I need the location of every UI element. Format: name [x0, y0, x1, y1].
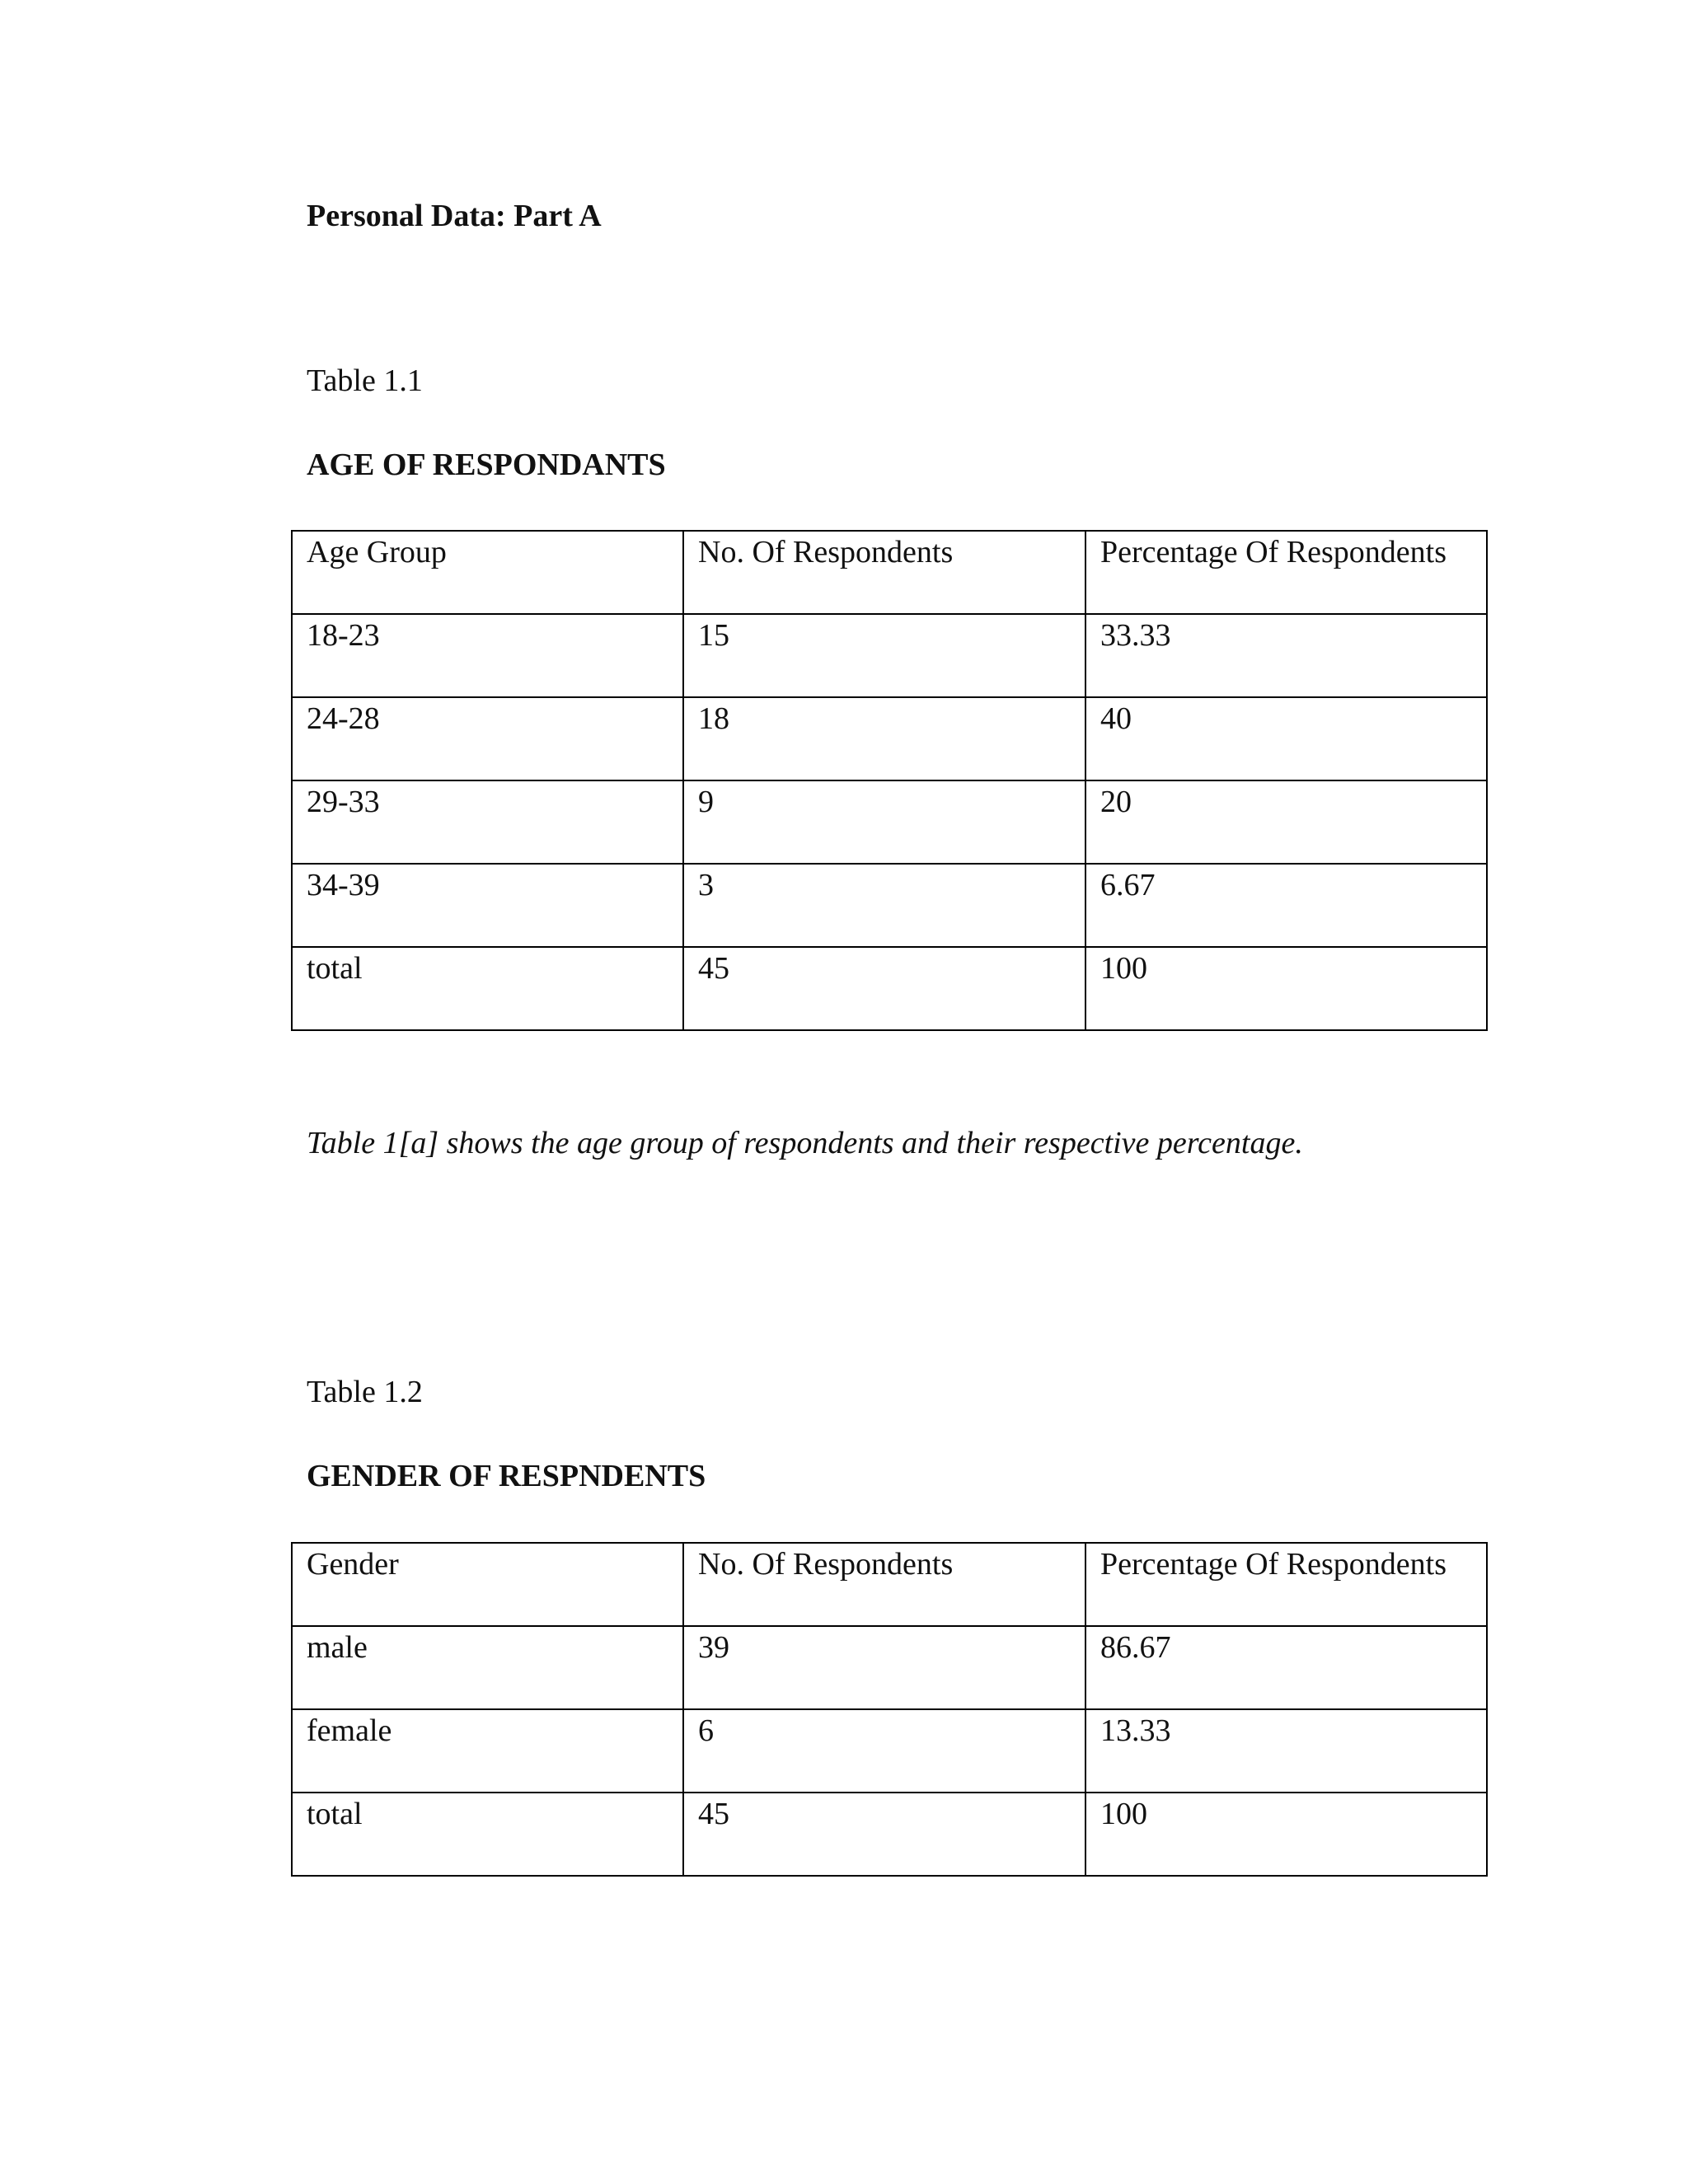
table2-label: Table 1.2	[307, 1375, 423, 1409]
table-cell: female	[292, 1709, 683, 1793]
table-cell: male	[292, 1626, 683, 1709]
table1-heading: AGE OF RESPONDANTS	[307, 448, 666, 482]
table-cell: 33.33	[1085, 614, 1487, 697]
table-cell: 39	[683, 1626, 1085, 1709]
table-cell: 40	[1085, 697, 1487, 780]
table-cell: 29-33	[292, 780, 683, 864]
header-cell: Age Group	[292, 531, 683, 614]
table-cell: total	[292, 947, 683, 1030]
table-cell: 3	[683, 864, 1085, 947]
table-cell: 86.67	[1085, 1626, 1487, 1709]
table1-label: Table 1.1	[307, 363, 423, 398]
table-cell: 45	[683, 947, 1085, 1030]
table-cell: 6	[683, 1709, 1085, 1793]
table-row	[292, 780, 1487, 864]
table2-heading: GENDER OF RESPNDENTS	[307, 1459, 706, 1493]
table-cell: 20	[1085, 780, 1487, 864]
table-cell: 24-28	[292, 697, 683, 780]
gender-table	[291, 1542, 1488, 1877]
section-heading: Personal Data: Part A	[307, 199, 602, 233]
table-cell: 34-39	[292, 864, 683, 947]
table1-caption: Table 1[a] shows the age group of respondents and their respective percentage.	[307, 1126, 1303, 1160]
table-cell: 100	[1085, 1793, 1487, 1876]
table-row	[292, 947, 1487, 1030]
header-cell: No. Of Respondents	[683, 531, 1085, 614]
table-row	[292, 1626, 1487, 1709]
header-cell: Percentage Of Respondents	[1085, 1543, 1487, 1626]
table-cell: 13.33	[1085, 1709, 1487, 1793]
table-cell: total	[292, 1793, 683, 1876]
header-cell: Percentage Of Respondents	[1085, 531, 1487, 614]
table-cell: 45	[683, 1793, 1085, 1876]
header-cell: No. Of Respondents	[683, 1543, 1085, 1626]
header-cell: Gender	[292, 1543, 683, 1626]
table-cell: 18	[683, 697, 1085, 780]
table-header-row	[292, 531, 1487, 614]
table-row	[292, 614, 1487, 697]
table-cell: 6.67	[1085, 864, 1487, 947]
age-table	[291, 530, 1488, 1031]
table-row	[292, 697, 1487, 780]
table-row	[292, 864, 1487, 947]
table-header-row	[292, 1543, 1487, 1626]
table-cell: 100	[1085, 947, 1487, 1030]
table-row	[292, 1709, 1487, 1793]
table-cell: 18-23	[292, 614, 683, 697]
table-row	[292, 1793, 1487, 1876]
table-cell: 9	[683, 780, 1085, 864]
table-cell: 15	[683, 614, 1085, 697]
